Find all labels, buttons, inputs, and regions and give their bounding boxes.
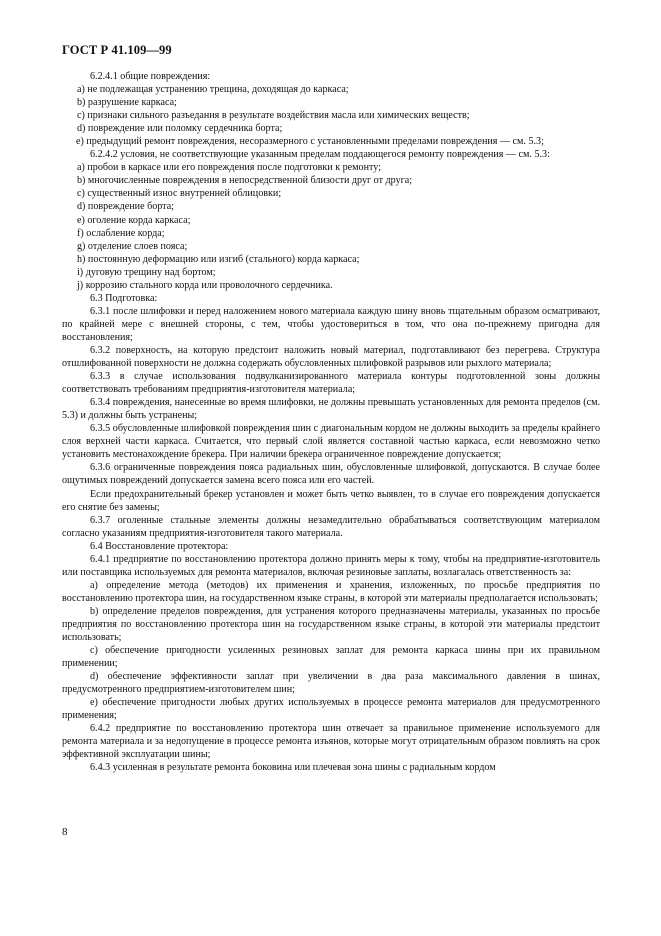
- paragraph: а) пробои в каркасе или его повреждения после подготовки к ремонту;: [77, 162, 381, 174]
- paragraph: а) не подлежащая устранению трещина, доходящая до каркаса;: [77, 84, 349, 96]
- paragraph: 6.3.7 оголенные стальные элементы должны незамедлительно обрабатываться соответствующим материалом согласно указаниям предприятия-изготовителя такого материала.: [62, 514, 600, 539]
- paragraph: с) признаки сильного разъедания в результате воздействия масла или химических веществ;: [77, 110, 470, 122]
- paragraph: 6.2.4.1 общие повреждения:: [90, 71, 211, 82]
- paragraph: а) определение метода (методов) их применения и хранения, изложенных, по просьбе предприятия по восстановлению протектора шин, на государственном языке страны, в которой эти материалы предполагается использовать;: [62, 579, 600, 604]
- paragraph: f) ослабление корда;: [77, 227, 165, 239]
- paragraph: 6.3 Подготовка:: [90, 292, 158, 304]
- paragraph: 6.3.5 обусловленные шлифовкой повреждения шин с диагональным кордом не должны выходить за пределы крайнего слоя верхней части каркаса. Считается, что первый слой является составной частью каркаса, если невозможно четко установить местонахождение брекера. При наличии брекера ограниченное повреждение допускается;: [62, 423, 600, 461]
- page-number: 8: [62, 826, 68, 838]
- paragraph: 6.3.6 ограниченные повреждения пояса радиальных шин, обусловленные шлифовкой, допускаются. В случае более ощутимых повреждений допускается замена всего пояса или его частей.: [62, 462, 600, 487]
- paragraph: Если предохранительный брекер установлен и может быть четко выявлен, то в случае его повреждения допускается его снятие без замены;: [62, 488, 600, 513]
- paragraph: 6.4.1 предприятие по восстановлению протектора должно принять меры к тому, чтобы на предприятие-изготовитель или поставщика используемых для ремонта материалов, включая резиновые заплаты, возлагалась ответственность за:: [62, 553, 600, 578]
- paragraph: b) разрушение каркаса;: [77, 97, 177, 109]
- paragraph: i) дуговую трещину над бортом;: [77, 266, 216, 278]
- paragraph: 6.2.4.2 условия, не соответствующие указанным пределам поддающегося ремонту повреждения — см. 5.3:: [90, 149, 550, 161]
- paragraph: b) многочисленные повреждения в непосредственной близости друг от друга;: [77, 175, 413, 187]
- paragraph: 6.4.3 усиленная в результате ремонта боковина или плечевая зона шины с радиальным кордом: [90, 762, 496, 774]
- document-body: [62, 70, 600, 775]
- paragraph: 6.4 Восстановление протектора:: [90, 540, 229, 552]
- paragraph: d) обеспечение эффективности заплат при увеличении в два раза максимального давления в шинах, предусмотренного предприятием-изготовителем шин;: [62, 671, 600, 696]
- paragraph: g) отделение слоев пояса;: [77, 240, 188, 252]
- paragraph: d) повреждение борта;: [77, 201, 174, 213]
- paragraph: с) обеспечение пригодности усиленных резиновых заплат для ремонта каркаса шины при их правильном применении;: [62, 645, 600, 670]
- paragraph: е) оголение корда каркаса;: [77, 214, 191, 226]
- paragraph: h) постоянную деформацию или изгиб (стального) корда каркаса;: [77, 253, 360, 265]
- paragraph: b) определение пределов повреждения, для устранения которого предназначены материалы, указанных по просьбе предприятия по восстановлению протектора шин на государственном языке страны, в которой эти материалы предстоит использовать;: [62, 605, 600, 644]
- page-header: ГОСТ Р 41.109—99: [62, 43, 172, 57]
- paragraph: е) предыдущий ремонт повреждения, несоразмерного с установленными пределами повреждения — см. 5.3;: [76, 136, 544, 148]
- paragraph: j) коррозию стального корда или проволочного сердечника.: [77, 279, 333, 291]
- paragraph: 6.3.1 после шлифовки и перед наложением нового материала каждую шину вновь тщательным образом осматривают, по крайней мере с внешней стороны, с тем, чтобы удостовериться в том, что она по-прежнему пригодна для восстановления;: [62, 305, 600, 343]
- paragraph: е) обеспечение пригодности любых других используемых в процессе ремонта материалов для предусмотренного применения;: [62, 697, 600, 722]
- paragraph: 6.3.4 повреждения, нанесенные во время шлифовки, не должны превышать установленных для ремонта пределов (см. 5.3) и должны быть устранены;: [62, 397, 600, 422]
- paragraph: 6.3.2 поверхность, на которую предстоит наложить новый материал, подготавливают без перегрева. Структура отшлифованной поверхности не должна содержать обусловленных шлифовкой разрывов или рыхлого материала;: [62, 344, 600, 370]
- paragraph: с) существенный износ внутренней облицовки;: [77, 188, 282, 200]
- paragraph: 6.4.2 предприятие по восстановлению протектора шин отвечает за правильное применение используемого для ремонта материала и за недопущение в процессе ремонта изъянов, которые могут отрицательным образом повлиять на срок эффективной эксплуатации шины;: [62, 723, 600, 761]
- paragraph: d) повреждение или поломку сердечника борта;: [77, 123, 283, 135]
- paragraph: 6.3.3 в случае использования подвулканизированного материала контуры подготовленной зоны должны соответствовать требованиям предприятия-изготовителя материала;: [62, 371, 600, 396]
